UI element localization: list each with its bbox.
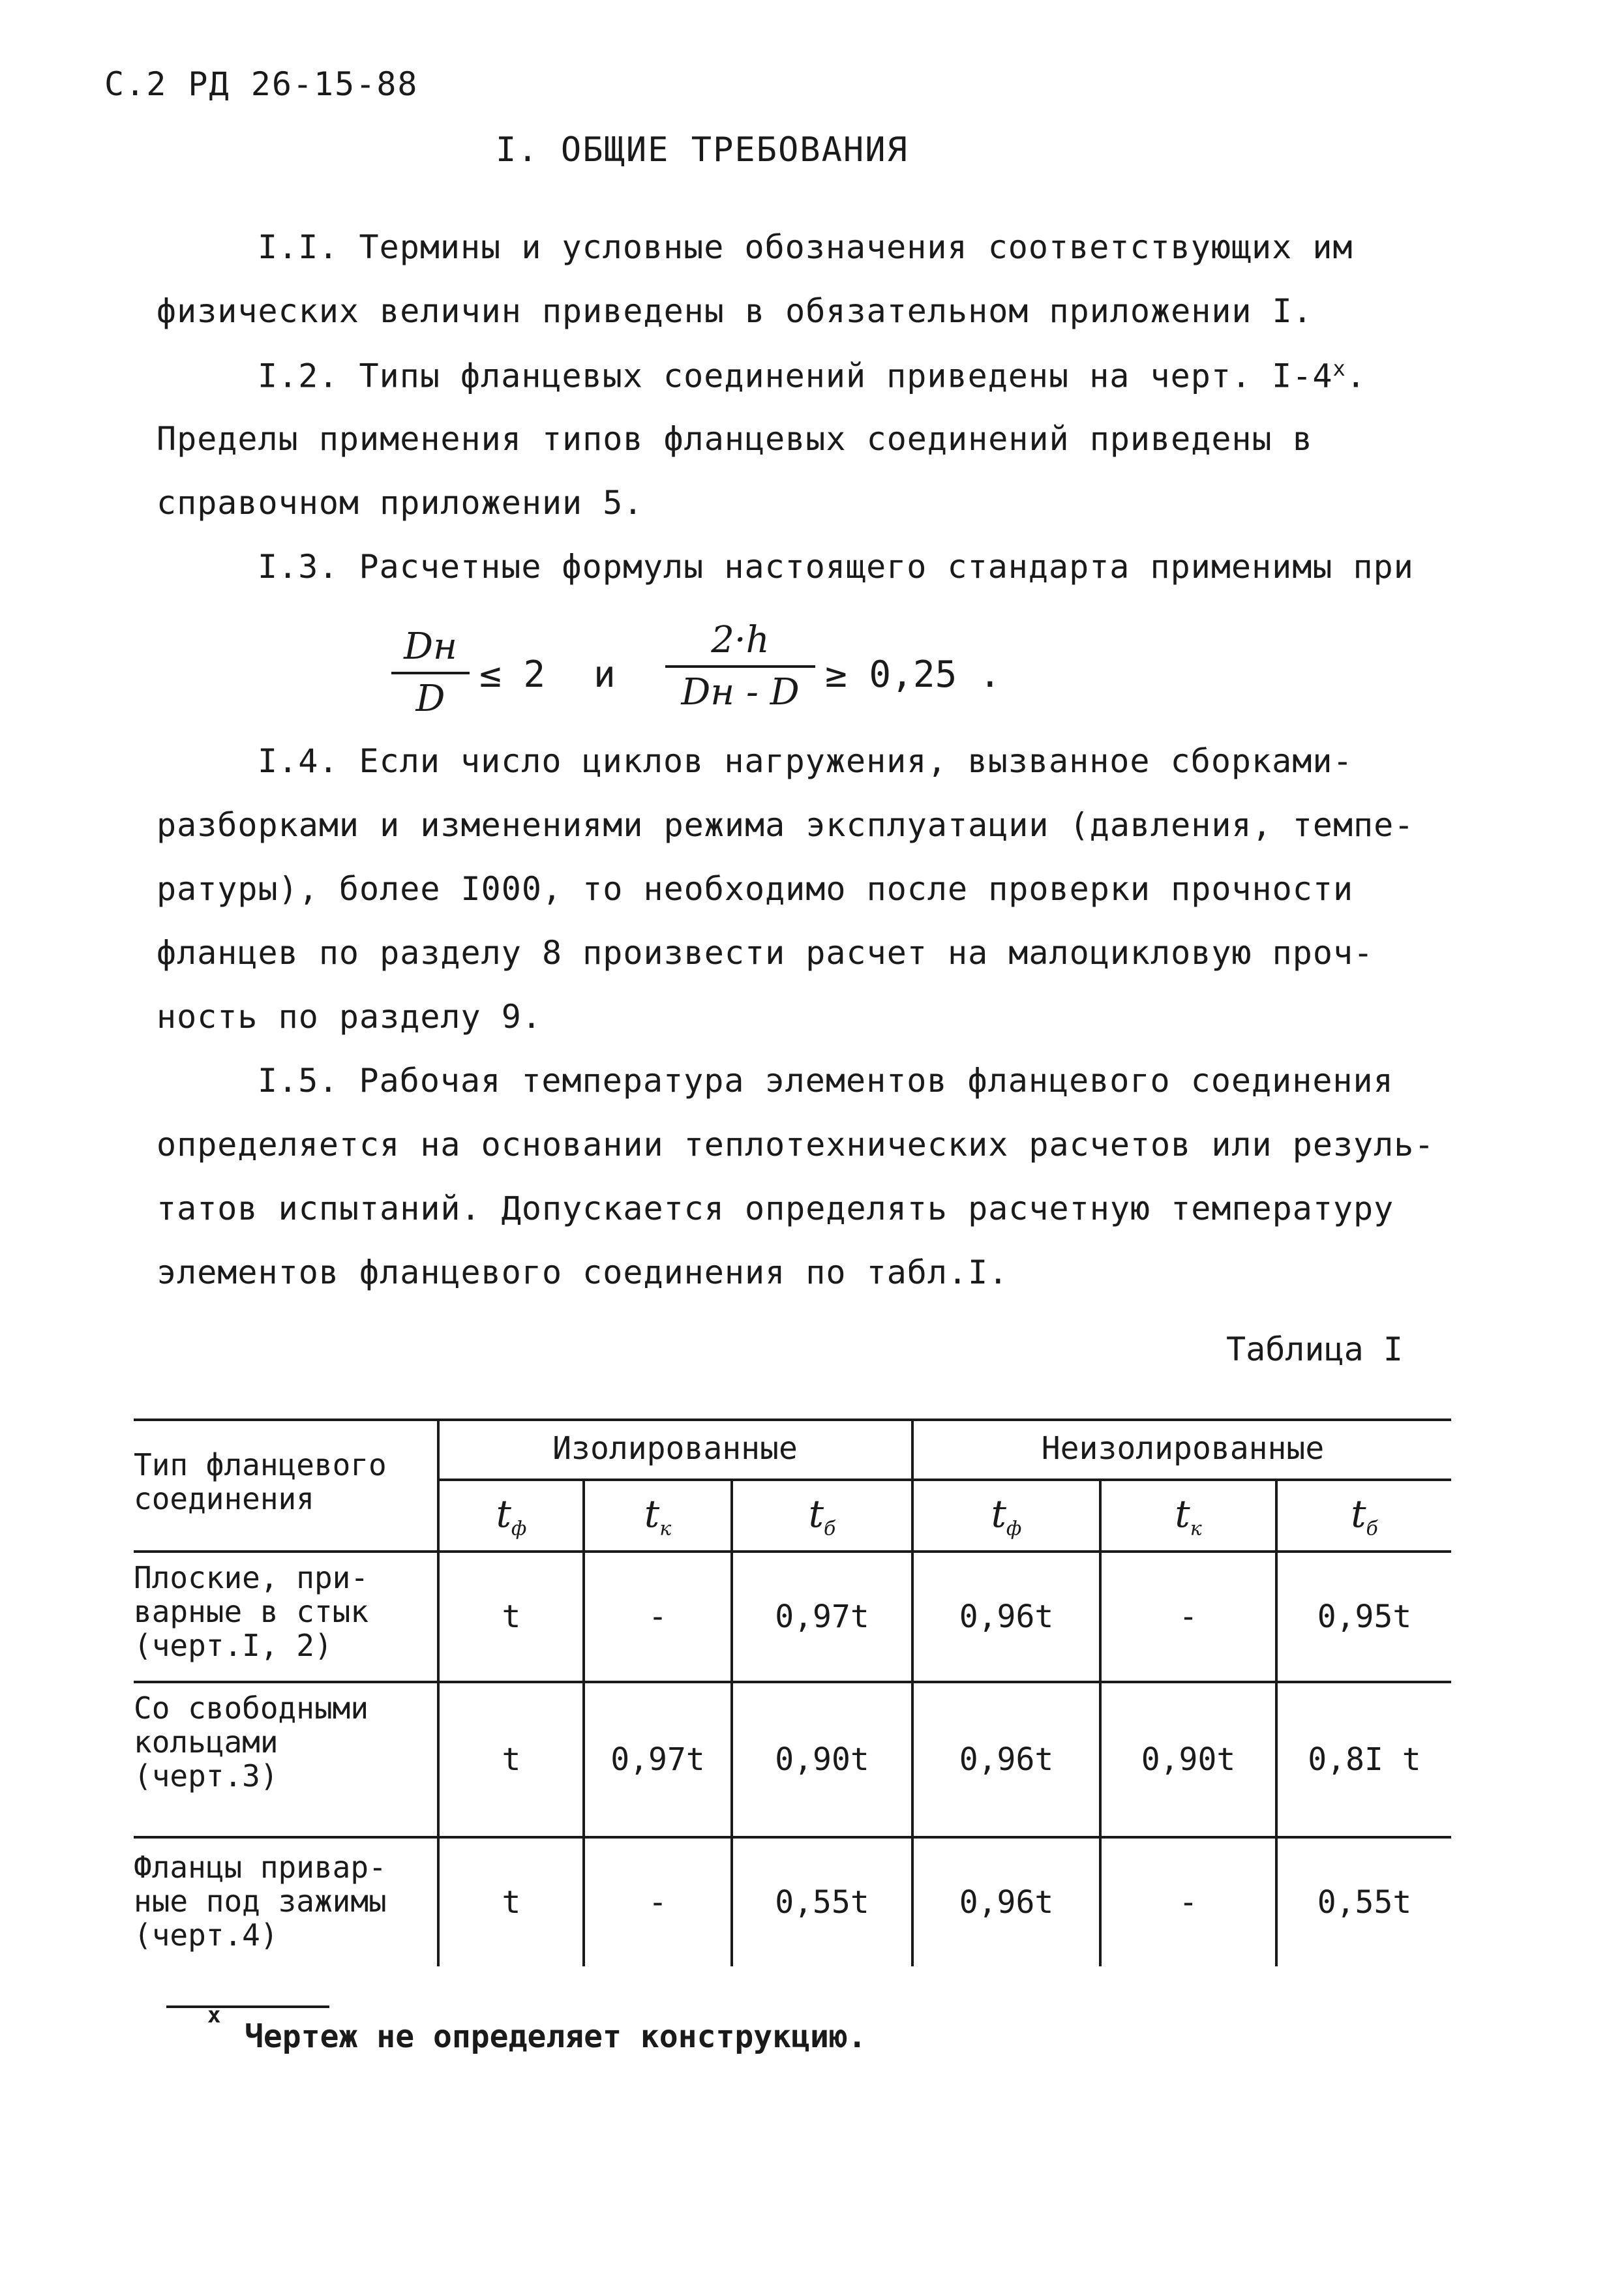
- table-cell: -: [1179, 1599, 1198, 1635]
- temperature-symbol: $t_ф$: [991, 1491, 1022, 1540]
- table-cell: 0,96t: [959, 1599, 1054, 1635]
- subheader-cell: [1278, 1481, 1451, 1550]
- formula-operator: ≤ 2: [479, 653, 546, 696]
- fraction-dn-over-d: [391, 626, 470, 720]
- table-cell: 0,8I t: [1308, 1741, 1421, 1778]
- fraction-denominator: Dн - D: [681, 671, 800, 713]
- table-cell: 0,95t: [1317, 1599, 1412, 1635]
- formula-conjunction: и: [594, 653, 616, 696]
- applicability-formula: [391, 613, 1044, 730]
- paragraph-line: физических величин приведены в обязательном приложении I.: [157, 292, 1313, 330]
- table-cell: 0,90t: [775, 1741, 869, 1778]
- paragraph-line: [258, 356, 1366, 395]
- subheader-cell: [914, 1481, 1099, 1550]
- footnote-mark: x: [207, 2002, 221, 2028]
- table-cell: 0,96t: [959, 1741, 1054, 1778]
- temperature-symbol: $t_к$: [644, 1491, 672, 1540]
- row-header: Фланцы привар- ные под зажимы (черт.4): [134, 1850, 387, 1953]
- paragraph-text: .: [1346, 357, 1366, 395]
- paragraph-line: определяется на основании теплотехнических расчетов или резуль-: [157, 1126, 1435, 1164]
- footnote-rule: [166, 2005, 329, 2008]
- table-cell: 0,90t: [1141, 1741, 1236, 1778]
- table-cell: 0,55t: [1317, 1884, 1412, 1921]
- subheader-cell: [1102, 1481, 1275, 1550]
- fraction-denominator: D: [415, 678, 445, 720]
- paragraph-line: фланцев по разделу 8 произвести расчет на малоцикловую проч-: [157, 934, 1374, 972]
- footnote-text: Чертеж не определяет конструкцию.: [245, 2019, 867, 2055]
- table-cell: 0,97t: [610, 1741, 705, 1778]
- fraction-bar: [665, 665, 815, 668]
- paragraph-line: справочном приложении 5.: [157, 484, 644, 522]
- subheader-cell: [585, 1481, 730, 1550]
- column-header-type: Тип фланцевого соединения: [134, 1447, 387, 1516]
- paragraph-line: татов испытаний. Допускается определять расчетную температуру: [157, 1190, 1394, 1227]
- paragraph-line: I.I. Термины и условные обозначения соответствующих им: [258, 228, 1353, 266]
- paragraph-line: ратуры), более I000, то необходимо после проверки прочности: [157, 870, 1354, 908]
- temperature-table: [134, 1419, 1451, 2005]
- table-cell: 0,97t: [775, 1599, 869, 1635]
- paragraph-text: I.2. Типы фланцевых соединений приведены на черт. I-4: [258, 357, 1333, 395]
- paragraph-line: ность по разделу 9.: [157, 998, 542, 1036]
- formula-operator: ≥ 0,25 .: [825, 653, 1001, 696]
- temperature-symbol: $t_б$: [1351, 1491, 1378, 1540]
- table-cell: -: [648, 1599, 667, 1635]
- fraction-numerator: Dн: [404, 625, 457, 668]
- table-rule: [437, 1419, 440, 1966]
- temperature-symbol: $t_б$: [808, 1491, 836, 1540]
- paragraph-line: элементов фланцевого соединения по табл.I.: [157, 1254, 1009, 1291]
- row-header: Плоские, при- варные в стык (черт.I, 2): [134, 1560, 369, 1663]
- table-cell: t: [502, 1599, 521, 1635]
- paragraph-line: I.4. Если число циклов нагружения, вызванное сборками-: [258, 742, 1353, 780]
- section-title: I. ОБЩИЕ ТРЕБОВАНИЯ: [496, 130, 909, 170]
- paragraph-line: I.3. Расчетные формулы настоящего стандарта применимы при: [258, 548, 1414, 586]
- temperature-symbol: $t_к$: [1175, 1491, 1202, 1540]
- fraction-numerator: 2·h: [711, 619, 770, 661]
- subheader-cell: [440, 1481, 582, 1550]
- table-cell: -: [1179, 1884, 1198, 1921]
- row-header: Со свободными кольцами (черт.3): [134, 1690, 369, 1794]
- table-caption: Таблица I: [1226, 1330, 1403, 1368]
- group-header-uninsulated: Неизолированные: [1041, 1430, 1325, 1467]
- group-header-insulated: Изолированные: [552, 1430, 798, 1467]
- table-cell: t: [502, 1741, 521, 1778]
- table-cell: t: [502, 1884, 521, 1921]
- table-cell: -: [648, 1884, 667, 1921]
- fraction-bar: [391, 672, 470, 674]
- footnote-ref: x: [1332, 356, 1346, 381]
- table-cell: 0,55t: [775, 1884, 869, 1921]
- subheader-cell: [733, 1481, 911, 1550]
- paragraph-line: разборками и изменениями режима эксплуатации (давления, темпе-: [157, 806, 1415, 844]
- paragraph-line: Пределы применения типов фланцевых соединений приведены в: [157, 420, 1313, 458]
- table-cell: 0,96t: [959, 1884, 1054, 1921]
- fraction-2h-over-diff: [665, 620, 815, 713]
- paragraph-line: I.5. Рабочая температура элементов фланцевого соединения: [258, 1062, 1394, 1100]
- temperature-symbol: $t_ф$: [496, 1491, 527, 1540]
- page-header: С.2 РД 26-15-88: [104, 65, 419, 103]
